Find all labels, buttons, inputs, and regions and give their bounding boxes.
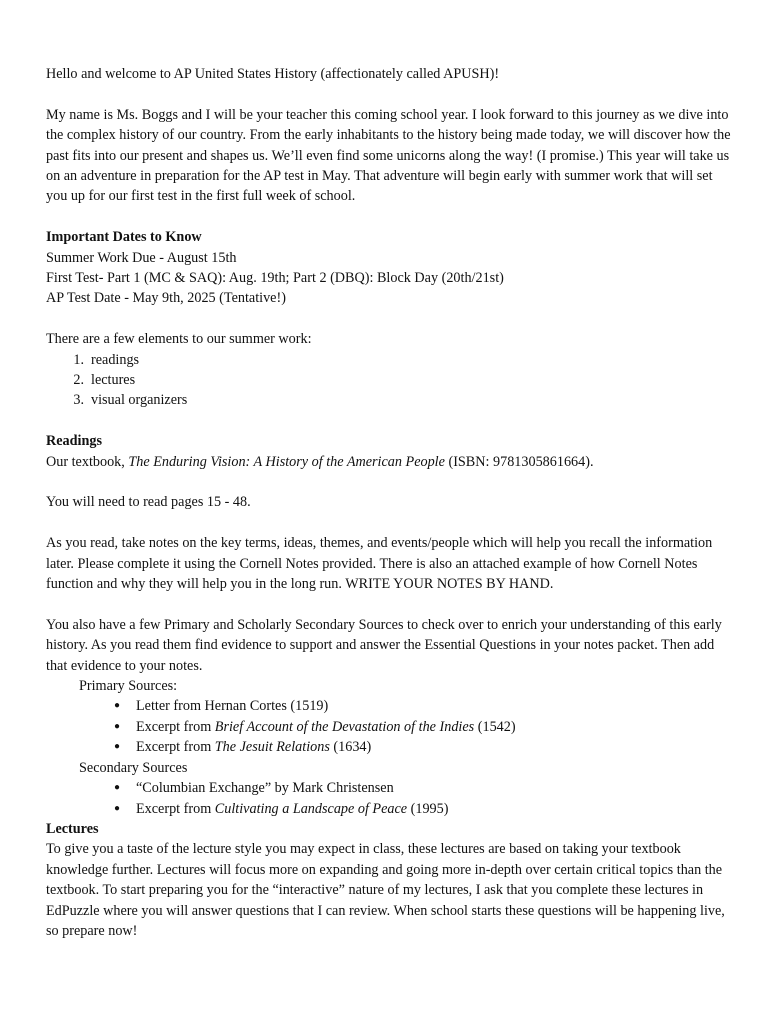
lectures-paragraph: To give you a taste of the lecture style you may expect in class, these lectures are based on taking your textbook knowledge further. Lectures will focus more on expanding and going more in-depth over certain critical topics than the textbook. To start preparing you for the “interactive” nature of my lectures, I ask that you complete these lectures in EdPuzzle where you will answer questions that I can review. When school starts these questions will be happening live, so prepare now! <box>46 841 725 939</box>
list-item-text: visual organizers <box>91 392 188 409</box>
secondary-sources-list <box>46 778 736 819</box>
source-prefix: Excerpt from <box>136 800 215 817</box>
primary-sources-list <box>46 696 736 757</box>
date-summer-work: Summer Work Due - August 15th <box>46 249 237 266</box>
source-year: (1542) <box>474 718 516 735</box>
intro-paragraph: My name is Ms. Boggs and I will be your teacher this coming school year. I look forward to this journey as we dive into the complex history of our country. From the early inhabitants to the history being made today, we will discover how the past fits into our present and shapes us. We’ll even find some unicorns along the way! (I promise.) This year will take us on an adventure in preparation for the AP test in May. That adventure will begin early with summer work that will set you up for our first test in the first full week of school. <box>46 106 731 205</box>
readings-section <box>46 431 736 472</box>
list-item-text: readings <box>91 351 140 368</box>
welcome-line: Hello and welcome to AP United States History (affectionately called APUSH)! <box>46 66 500 82</box>
source-title: Cultivating a Landscape of Peace <box>214 800 408 817</box>
textbook-title: The Enduring Vision: A History of the American People <box>128 453 445 470</box>
list-item <box>46 350 736 370</box>
source-year: (1995) <box>407 800 449 817</box>
important-dates-section <box>46 227 736 309</box>
notes-paragraph: As you read, take notes on the key terms, ideas, themes, and events/people which will help you recall the information later. Please complete it using the Cornell Notes provided. There is also an attached example of how Cornell Notes function and why they will help you in the long run. WRITE YOUR NOTES BY HAND. <box>46 535 713 593</box>
summer-work-elements <box>46 329 736 411</box>
list-item <box>46 737 736 757</box>
primary-sources-heading: Primary Sources: <box>79 678 178 695</box>
list-item <box>46 696 736 716</box>
list-item <box>46 370 736 390</box>
list-item <box>46 778 736 798</box>
secondary-sources-heading: Secondary Sources <box>79 759 188 776</box>
elements-list <box>46 350 736 411</box>
bullet-icon: ● <box>114 802 121 814</box>
sources-intro-paragraph: You also have a few Primary and Scholarly Secondary Sources to check over to enrich your understanding of this early history. As you read them find evidence to support and answer the Essential Questions in your notes packet. Then add that evidence to your notes. <box>46 616 722 674</box>
list-item <box>46 390 736 410</box>
elements-intro: There are a few elements to our summer work: <box>46 331 312 348</box>
list-item-text: lectures <box>91 372 136 389</box>
source-text: Letter from Hernan Cortes (1519) <box>136 698 329 715</box>
source-prefix: Excerpt from <box>136 718 215 735</box>
list-number: 1. <box>73 351 84 368</box>
list-item <box>46 799 736 819</box>
readings-heading: Readings <box>46 433 102 450</box>
source-title: The Jesuit Relations <box>214 739 330 756</box>
date-ap-test: AP Test Date - May 9th, 2025 (Tentative!) <box>46 290 286 307</box>
source-year: (1634) <box>329 739 372 756</box>
textbook-line <box>46 452 736 472</box>
date-first-test: First Test- Part 1 (MC & SAQ): Aug. 19th; Part 2 (DBQ): Block Day (20th/21st) <box>46 270 504 287</box>
textbook-prefix: Our textbook, <box>46 453 129 470</box>
document-page <box>46 64 736 941</box>
pages-line: You will need to read pages 15 - 48. <box>46 494 251 511</box>
important-dates-heading: Important Dates to Know <box>46 229 202 246</box>
source-prefix: Excerpt from <box>136 739 215 756</box>
bullet-icon: ● <box>114 782 121 794</box>
source-text: “Columbian Exchange” by Mark Christensen <box>136 780 394 797</box>
bullet-icon: ● <box>114 700 121 712</box>
textbook-isbn: (ISBN: 9781305861664). <box>444 453 594 470</box>
list-item <box>46 717 736 737</box>
lectures-heading: Lectures <box>46 820 99 837</box>
source-title: Brief Account of the Devastation of the Indies <box>214 718 475 735</box>
list-number: 2. <box>73 372 84 389</box>
bullet-icon: ● <box>114 741 121 753</box>
bullet-icon: ● <box>114 720 121 732</box>
lectures-section <box>46 819 736 941</box>
list-number: 3. <box>73 392 84 409</box>
